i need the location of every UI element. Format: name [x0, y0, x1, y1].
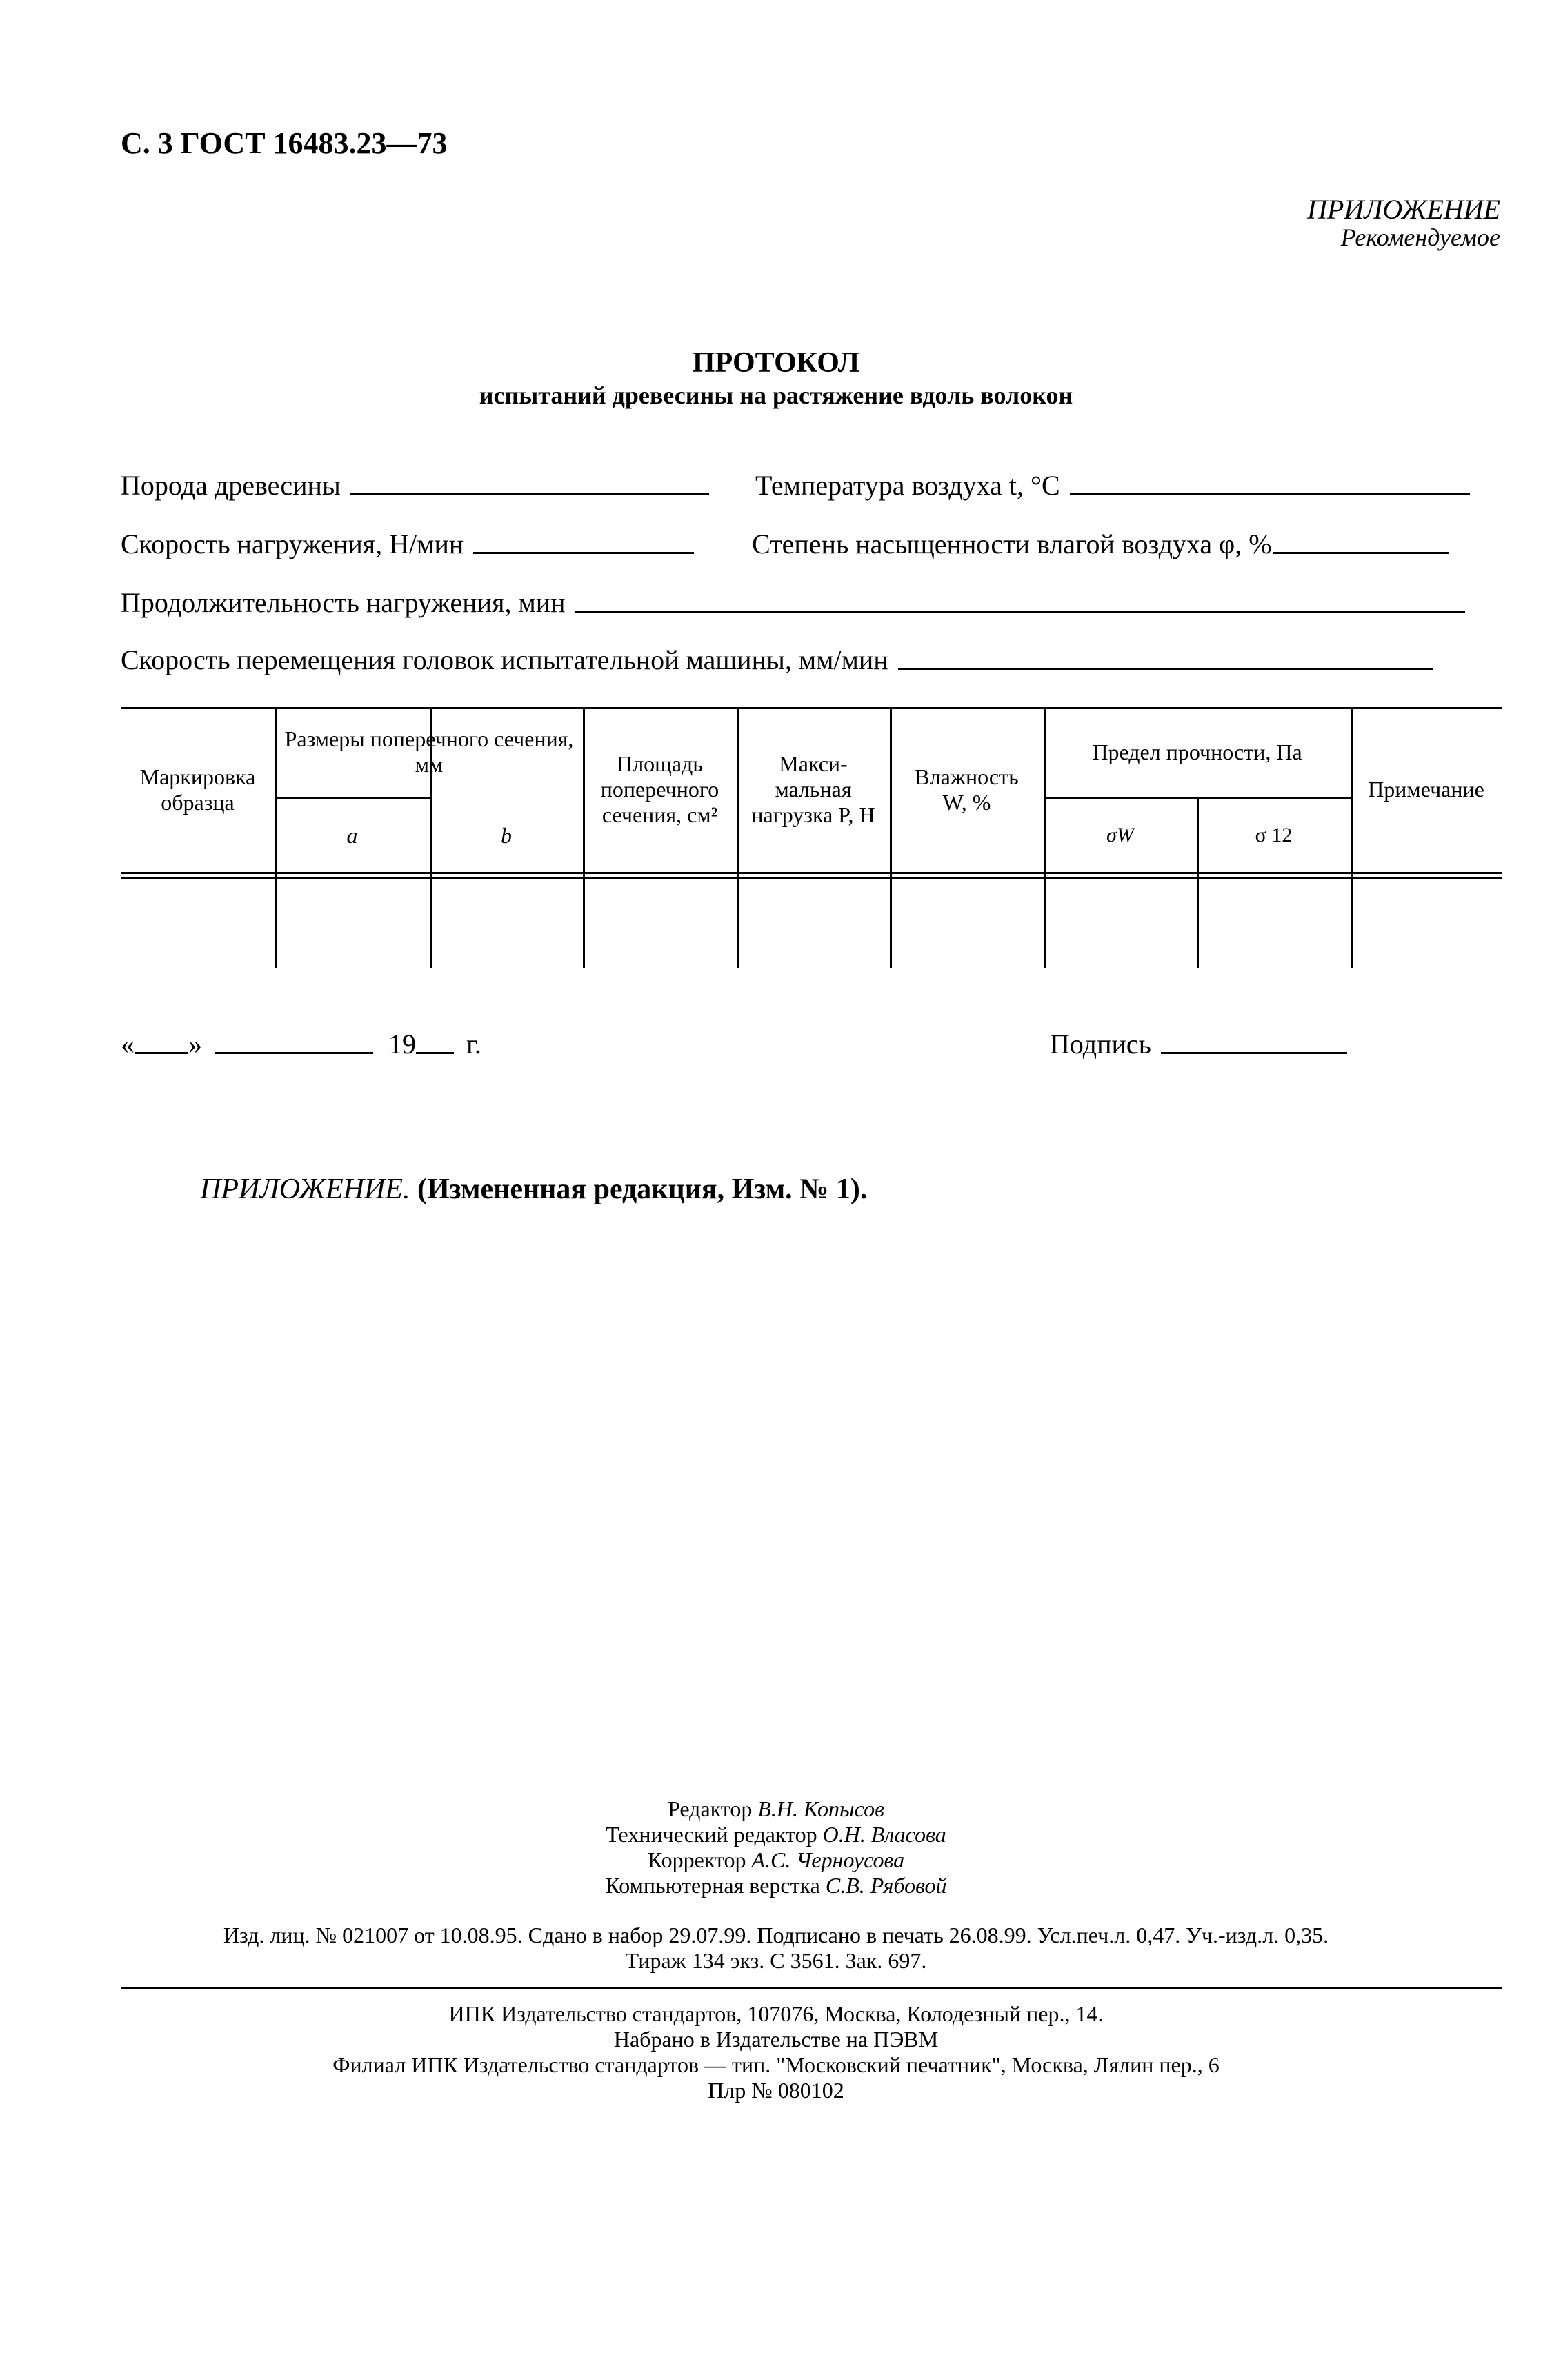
- field-label: Скорость перемещения головок испытательной машины, мм/мин: [121, 644, 888, 675]
- year-fill-line[interactable]: [416, 1052, 454, 1054]
- date-line: [121, 1028, 481, 1060]
- header-sigma-12: σ 12: [1255, 823, 1293, 846]
- header-rule-1: [121, 872, 1502, 874]
- field-head-speed: [121, 644, 1433, 676]
- header-sigma-w: σW: [1106, 823, 1134, 846]
- page-header: С. 3 ГОСТ 16483.23—73: [121, 126, 448, 160]
- field-label: Температура воздуха t, °С: [755, 470, 1060, 501]
- annex-subtitle: Рекомендуемое: [1340, 224, 1500, 251]
- header-strength: Предел прочности, Па: [1092, 739, 1302, 764]
- header-rule-2: [121, 877, 1502, 879]
- credit-tech-editor: [0, 1821, 1552, 1847]
- header-sub-b: b: [501, 822, 512, 848]
- credit-role: Компьютерная верстка: [605, 1873, 820, 1898]
- signature-fill-line[interactable]: [1161, 1052, 1347, 1054]
- header-note: Примечание: [1368, 777, 1484, 802]
- signature-label: Подпись: [1050, 1029, 1151, 1060]
- field-label: Скорость нагружения, Н/мин: [121, 528, 464, 559]
- field-wood-species: [121, 469, 709, 502]
- credit-role: Корректор: [647, 1847, 746, 1872]
- fill-line[interactable]: [1273, 552, 1449, 554]
- fill-line[interactable]: [1070, 493, 1470, 495]
- year-suffix: г.: [466, 1029, 481, 1060]
- protocol-subtitle: испытаний древесины на растяжение вдоль волокон: [479, 381, 1073, 409]
- field-air-temperature: [755, 469, 1470, 502]
- publisher-line-1: ИПК Издательство стандартов, 107076, Москва, Колодезный пер., 14.: [448, 2001, 1104, 2026]
- header-dimensions: Размеры поперечного сечения, мм: [284, 726, 574, 777]
- imprint-line-2: Тираж 134 экз. С 3561. Зак. 697.: [625, 1948, 927, 1973]
- results-table: [121, 707, 1502, 968]
- fill-line[interactable]: [473, 552, 694, 554]
- change-note-text: (Измененная редакция, Изм. № 1).: [417, 1173, 868, 1205]
- field-loading-duration: [121, 586, 1465, 619]
- imprint-line-1: Изд. лиц. № 021007 от 10.08.95. Сдано в набор 29.07.99. Подписано в печать 26.08.99. Усл.печ.л. 0,47. Уч.-изд.л. 0,35.: [223, 1923, 1329, 1947]
- close-quote: »: [188, 1029, 202, 1060]
- credit-name: С.В. Рябовой: [825, 1873, 947, 1898]
- open-quote: «: [121, 1029, 135, 1060]
- change-note-annex: ПРИЛОЖЕНИЕ.: [200, 1173, 410, 1205]
- credit-role: Технический редактор: [606, 1822, 817, 1847]
- signature-line: [1050, 1028, 1347, 1060]
- fill-line[interactable]: [575, 611, 1465, 613]
- header-max-load: Макси-мальная нагрузка P, Н: [751, 751, 875, 827]
- field-loading-speed: [121, 528, 694, 560]
- month-fill-line[interactable]: [215, 1052, 373, 1054]
- fill-line[interactable]: [350, 493, 709, 495]
- imprint-rule: [121, 1987, 1502, 1989]
- publisher-line-3: Филиал ИПК Издательство стандартов — тип. "Московский печатник", Москва, Лялин пер., 6: [332, 2052, 1220, 2077]
- protocol-title: ПРОТОКОЛ: [692, 347, 860, 379]
- header-humidity: Влажность W, %: [915, 764, 1019, 815]
- header-marking: Маркировка образца: [139, 764, 256, 815]
- day-fill-line[interactable]: [135, 1052, 188, 1054]
- field-label: Степень насыщенности влагой воздуха φ, %: [752, 528, 1272, 559]
- credit-name: В.Н. Копысов: [757, 1796, 884, 1821]
- header-area: Площадь поперечного сечения, см²: [600, 751, 719, 827]
- change-note: [200, 1173, 867, 1206]
- credit-proofreader: [0, 1847, 1552, 1873]
- field-air-humidity: [752, 528, 1449, 560]
- field-label: Порода древесины: [121, 470, 341, 501]
- credit-role: Редактор: [668, 1796, 753, 1821]
- credit-layout: [0, 1872, 1552, 1898]
- year-prefix: 19: [388, 1029, 416, 1060]
- credit-name: О.Н. Власова: [822, 1822, 946, 1847]
- header-sub-a: a: [346, 822, 358, 848]
- publisher-line-4: Плр № 080102: [708, 2078, 844, 2103]
- credit-editor: [0, 1796, 1552, 1822]
- fill-line[interactable]: [898, 668, 1433, 670]
- field-label: Продолжительность нагружения, мин: [121, 587, 566, 618]
- credit-name: А.С. Черноусова: [751, 1847, 905, 1872]
- annex-title: ПРИЛОЖЕНИЕ: [1307, 194, 1500, 225]
- publisher-line-2: Набрано в Издательстве на ПЭВМ: [613, 2027, 939, 2052]
